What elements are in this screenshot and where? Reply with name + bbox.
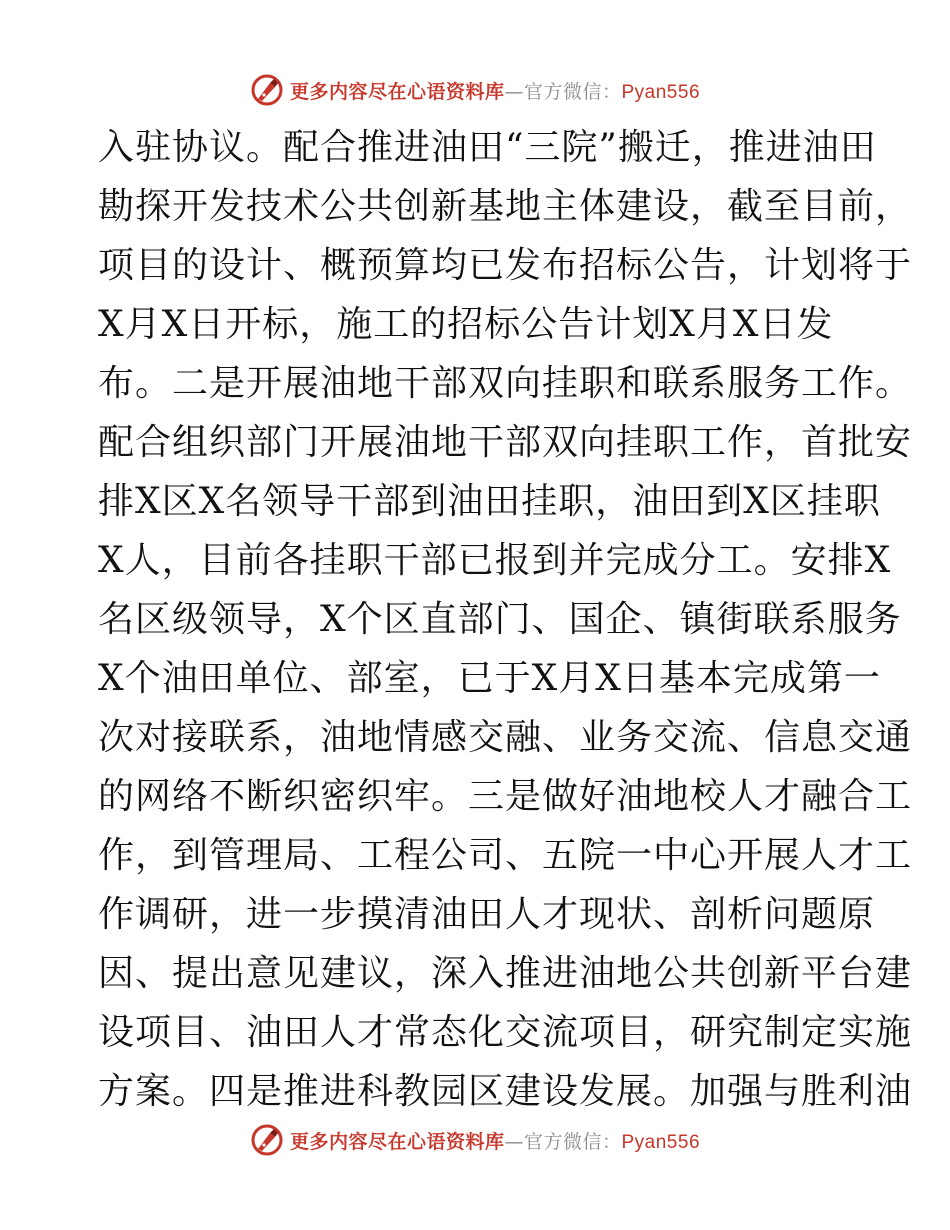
banner-dash: — xyxy=(504,1130,524,1153)
banner-wechat-id: Pyan556 xyxy=(621,1131,701,1153)
body-line: 勘探开发技术公共创新基地主体建设，截至目前， xyxy=(98,186,913,227)
banner-official-label: 官方微信： xyxy=(523,1130,622,1153)
body-line: 的网络不断织密织牢。三是做好油地校人才融合工 xyxy=(98,776,913,817)
banner-dash: — xyxy=(504,80,524,103)
footer-banner xyxy=(0,1120,950,1160)
body-line: 设项目、油田人才常态化交流项目，研究制定实施 xyxy=(98,1012,913,1053)
body-line: 配合组织部门开展油地干部双向挂职工作，首批安 xyxy=(98,422,913,463)
body-line: 作，到管理局、工程公司、五院一中心开展人才工 xyxy=(98,835,913,876)
banner-official-label: 官方微信： xyxy=(523,80,622,103)
body-line: 名区级领导，X个区直部门、国企、镇街联系服务 xyxy=(98,599,902,640)
header-banner xyxy=(0,70,950,110)
body-line: 布。二是开展油地干部双向挂职和联系服务工作。 xyxy=(98,363,913,404)
banner-wechat-id: Pyan556 xyxy=(621,81,701,103)
banner-brand: 更多内容尽在心语资料库 xyxy=(289,80,505,103)
body-line: 项目的设计、概预算均已发布招标公告，计划将于 xyxy=(98,245,913,286)
body-line: 因、提出意见建议，深入推进油地公共创新平台建 xyxy=(98,953,913,994)
body-line: 作调研，进一步摸清油田人才现状、剖析问题原 xyxy=(98,894,876,935)
body-line: X个油田单位、部室，已于X月X日基本完成第一 xyxy=(98,658,881,699)
body-line: 方案。四是推进科教园区建设发展。加强与胜利油 xyxy=(98,1071,913,1112)
banner-text xyxy=(290,77,700,104)
body-line: 排X区X名领导干部到油田挂职，油田到X区挂职 xyxy=(98,481,881,522)
body-text xyxy=(98,118,913,1121)
body-line: X人，目前各挂职干部已报到并完成分工。安排X xyxy=(98,540,892,581)
pen-nib-logo-icon xyxy=(250,73,284,107)
body-line: 次对接联系，油地情感交融、业务交流、信息交通 xyxy=(98,717,913,758)
pen-nib-logo-icon xyxy=(250,1123,284,1157)
body-line: 入驻协议。配合推进油田“三院”搬迁，推进油田 xyxy=(98,127,877,168)
banner-brand: 更多内容尽在心语资料库 xyxy=(289,1130,505,1153)
banner-text xyxy=(290,1127,700,1154)
body-line: X月X日开标，施工的招标公告计划X月X日发 xyxy=(98,304,834,345)
